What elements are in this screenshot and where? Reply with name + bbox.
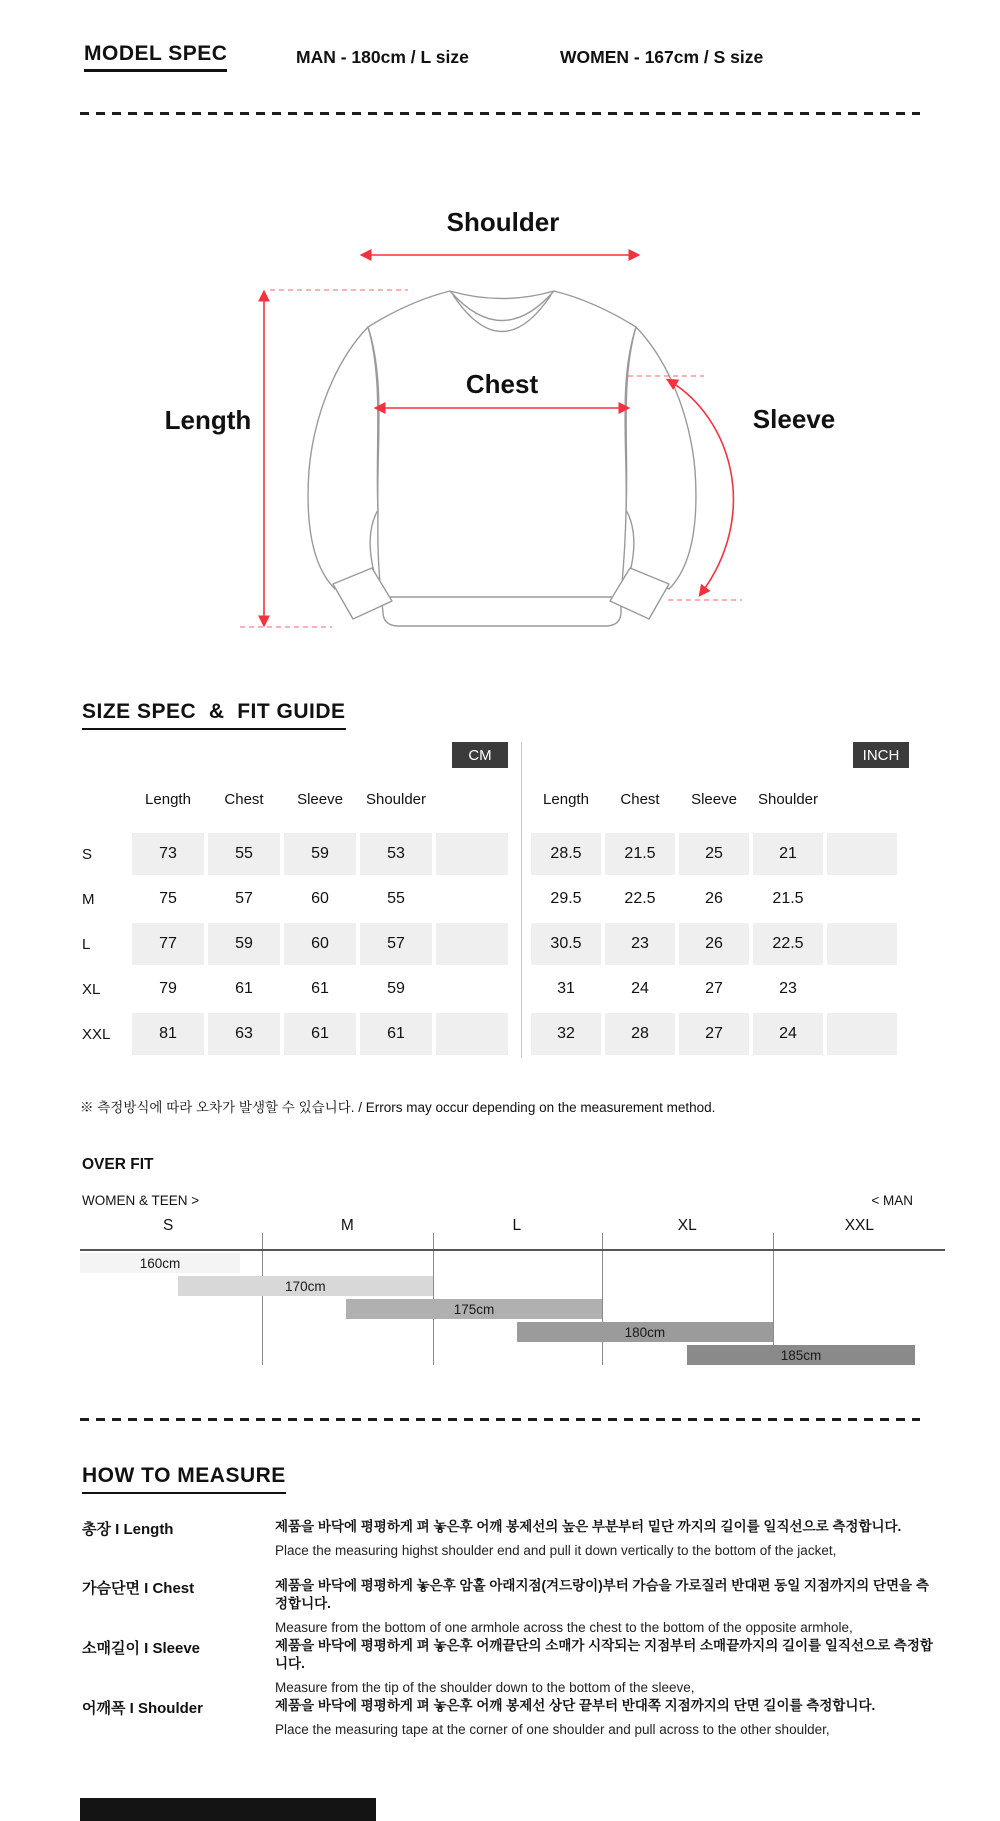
measure-desc-chest: 제품을 바닥에 평평하게 놓은후 암홀 아래지점(겨드랑이)부터 가슴을 가로질러 반대편 동일 지점까지의 단면을 측정합니다. Measure from the bottom of one armhole across the chest to the bottom of the opposite armhole, bbox=[275, 1578, 929, 1635]
body bbox=[368, 291, 636, 626]
height-bar-170: 170cm bbox=[178, 1276, 433, 1296]
fit-chart bbox=[80, 1215, 945, 1367]
measure-desc-length: 제품을 바닥에 평평하게 펴 놓은후 어깨 봉제선의 높은 부분부터 밑단 까지의 길이를 일직선으로 측정합니다. Place the measuring highst shoulder end and pull it down vertically to the bottom of the jacket, bbox=[275, 1519, 902, 1558]
sleeve-left bbox=[308, 327, 378, 589]
fit-size-xxl: XXL bbox=[844, 1217, 875, 1234]
inch-badge: INCH bbox=[853, 742, 909, 768]
table-row: 30.5 23 26 22.5 bbox=[531, 923, 897, 965]
overfit-title: OVER FIT bbox=[82, 1156, 154, 1173]
grid-tick bbox=[602, 1233, 603, 1365]
overfit-caption-man: < MAN bbox=[871, 1193, 913, 1208]
next-section-banner bbox=[80, 1798, 376, 1821]
table-row: L 77 59 60 57 bbox=[80, 923, 508, 965]
table-row: 32 28 27 24 bbox=[531, 1013, 897, 1055]
garment-measure-diagram bbox=[0, 120, 1000, 665]
measure-label-sleeve: 소매길이 I Sleeve bbox=[82, 1640, 201, 1657]
grid-tick bbox=[262, 1233, 263, 1365]
col-sleeve: Sleeve bbox=[691, 790, 737, 808]
table-row: S 73 55 59 53 bbox=[80, 833, 508, 875]
table-row: 28.5 21.5 25 21 bbox=[531, 833, 897, 875]
col-length: Length bbox=[145, 790, 191, 808]
col-chest: Chest bbox=[620, 790, 660, 808]
model-spec-women: WOMEN - 167cm / S size bbox=[560, 47, 764, 67]
measure-desc-shoulder: 제품을 바닥에 평평하게 펴 놓은후 어깨 봉제선 상단 끝부터 반대쪽 지점까지의 단면 길이를 측정합니다. Place the measuring tape at the corner of one shoulder and pull across to the other shoulder, bbox=[275, 1698, 876, 1737]
height-bar-175: 175cm bbox=[346, 1299, 601, 1319]
inch-table-header bbox=[531, 786, 897, 812]
col-sleeve: Sleeve bbox=[297, 790, 343, 808]
sweatshirt-outline bbox=[308, 291, 696, 626]
dashed-divider-bottom bbox=[80, 1418, 920, 1421]
table-row: XXL 81 63 61 61 bbox=[80, 1013, 508, 1055]
fit-size-s: S bbox=[163, 1217, 174, 1234]
measure-label-shoulder: 어깨폭 I Shoulder bbox=[82, 1700, 203, 1717]
sleeve-label: Sleeve bbox=[752, 404, 836, 434]
measure-label-chest: 가슴단면 I Chest bbox=[82, 1580, 195, 1597]
overfit-caption-women: WOMEN & TEEN > bbox=[82, 1193, 200, 1208]
height-bar-160: 160cm bbox=[80, 1253, 240, 1273]
how-to-measure-title: HOW TO MEASURE bbox=[82, 1464, 286, 1494]
col-shoulder: Shoulder bbox=[757, 790, 819, 808]
col-length: Length bbox=[543, 790, 589, 808]
fit-size-m: M bbox=[340, 1217, 354, 1234]
height-bar-185: 185cm bbox=[687, 1345, 914, 1365]
length-label: Length bbox=[164, 405, 252, 435]
cm-table-header bbox=[80, 786, 508, 812]
model-spec-man: MAN - 180cm / L size bbox=[296, 47, 469, 67]
size-table-cm bbox=[80, 740, 508, 1060]
measurement-note: ※ 측정방식에 따라 오차가 발생할 수 있습니다. / Errors may occur depending on the measurement method. bbox=[80, 1100, 716, 1115]
table-row: 31 24 27 23 bbox=[557, 980, 797, 997]
size-spec-title: SIZE SPEC & FIT GUIDE bbox=[82, 700, 346, 730]
sleeve-right bbox=[626, 327, 696, 589]
col-shoulder: Shoulder bbox=[365, 790, 427, 808]
col-chest: Chest bbox=[224, 790, 264, 808]
model-spec-title: MODEL SPEC bbox=[84, 42, 227, 72]
table-divider bbox=[521, 742, 522, 1058]
dashed-divider-top bbox=[80, 112, 920, 115]
table-row: XL 79 61 61 59 bbox=[82, 980, 405, 998]
fit-size-xl: XL bbox=[677, 1217, 697, 1234]
shoulder-label: Shoulder bbox=[446, 207, 560, 237]
measure-label-length: 총장 I Length bbox=[82, 1521, 174, 1538]
fit-size-l: L bbox=[512, 1217, 522, 1234]
table-row: M 75 57 60 55 bbox=[82, 890, 405, 908]
table-row: 29.5 22.5 26 21.5 bbox=[550, 890, 804, 907]
cm-badge: CM bbox=[452, 742, 508, 768]
size-table-inch bbox=[531, 740, 900, 1060]
chest-label: Chest bbox=[465, 369, 539, 399]
measure-desc-sleeve: 제품을 바닥에 평평하게 펴 놓은후 어깨끝단의 소매가 시작되는 지점부터 소매끝까지의 길이를 일직선으로 측정합니다. Measure from the tip of the shoulder down to the bottom of the sleeve, bbox=[275, 1638, 933, 1695]
chart-axis bbox=[80, 1249, 945, 1251]
height-bar-180: 180cm bbox=[517, 1322, 773, 1342]
